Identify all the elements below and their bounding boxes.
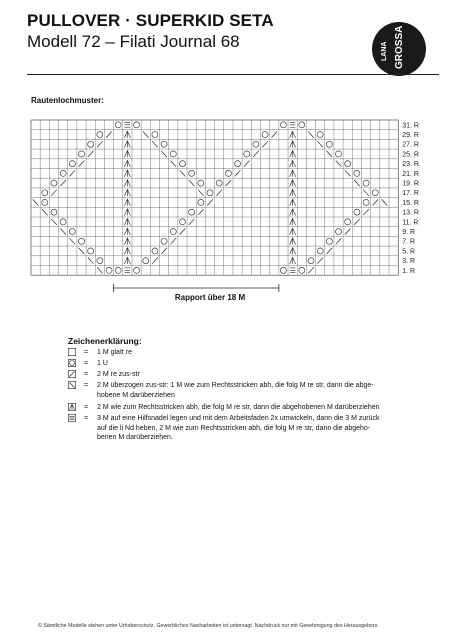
legend-equals: = bbox=[84, 415, 89, 422]
row-label: 13. R bbox=[402, 209, 419, 217]
row-label: 31. R bbox=[402, 122, 419, 130]
row-label: 17. R bbox=[402, 190, 419, 198]
row-label: 19. R bbox=[402, 180, 419, 188]
footer-copyright: © Sämtliche Modelle stehen unter Urheberschutz. Gewerbliches Nacharbeiten ist untersagt. Nachdruck nur mit Genehmigung des Herausgebers. bbox=[38, 623, 379, 629]
legend-equals: = bbox=[84, 382, 89, 389]
legend-equals: = bbox=[84, 360, 89, 367]
circle-legend-icon bbox=[68, 359, 76, 367]
cable-dec-legend-icon bbox=[68, 414, 76, 422]
slash-right-legend-icon bbox=[68, 370, 76, 378]
chart-title: Rautenlochmuster: bbox=[31, 96, 104, 105]
row-label: 27. R bbox=[402, 141, 419, 149]
legend-text-line: 1 U bbox=[97, 360, 108, 367]
row-label: 11. R bbox=[402, 219, 419, 227]
legend-text-line: auf die li Nd heben, 2 M wie zum Rechtsstricken abh, die folg M re str, dann die abgeho- bbox=[97, 424, 371, 432]
row-label: 1. R bbox=[402, 267, 416, 275]
legend-text bbox=[97, 370, 427, 380]
row-label: 5. R bbox=[402, 248, 416, 256]
legend-text bbox=[97, 359, 427, 369]
legend-text bbox=[97, 414, 427, 443]
row-label: 23. R bbox=[402, 161, 419, 169]
svg-text:GROSSA: GROSSA bbox=[394, 25, 405, 69]
rapport-label: Rapport über 18 M bbox=[174, 293, 246, 302]
row-label: 29. R bbox=[402, 132, 419, 139]
legend-equals: = bbox=[84, 349, 89, 356]
row-label: 9. R bbox=[402, 229, 416, 236]
legend-text-line: benen M darüberziehen. bbox=[97, 434, 173, 441]
row-label: 15. R bbox=[402, 199, 419, 207]
triple-dec-legend-icon bbox=[68, 403, 76, 411]
empty-cell-legend-icon bbox=[68, 348, 76, 356]
legend-text bbox=[97, 381, 427, 400]
page-title: PULLOVER · SUPERKID SETA bbox=[27, 11, 274, 30]
legend-equals: = bbox=[84, 371, 89, 378]
legend-text bbox=[97, 348, 427, 358]
legend-equals: = bbox=[84, 404, 89, 411]
legend-title: Zeichenerklärung: bbox=[68, 336, 142, 346]
svg-text:LANA: LANA bbox=[381, 41, 388, 61]
legend-text-line: 3 M auf eine Hilfsnadel legen und mit dem Arbeitsfaden 2x umwickeln, dann die 3 M zurück bbox=[97, 415, 380, 422]
row-label: 3. R bbox=[402, 258, 416, 266]
row-label: 7. R bbox=[402, 238, 416, 246]
legend-text-line: 2 M re zus-str bbox=[97, 371, 140, 378]
legend-text-line: 2 M überzogen zus-str: 1 M wie zum Rechtsstricken abh, die folg M re str, dann die abge- bbox=[97, 382, 374, 389]
page-subtitle: Modell 72 – Filati Journal 68 bbox=[27, 32, 240, 51]
legend-text-line: 1 M glatt re bbox=[97, 349, 133, 356]
legend-text-line: hobene M darüberziehen bbox=[97, 391, 175, 399]
legend-text bbox=[97, 403, 427, 413]
legend-text-line: 2 M wie zum Rechtsstricken abh, die folg M re str, dann die abgehobenen M darüberziehen bbox=[97, 404, 380, 411]
row-label: 21. R bbox=[402, 170, 419, 178]
row-label: 25. R bbox=[402, 151, 419, 159]
slash-left-legend-icon bbox=[68, 381, 76, 389]
